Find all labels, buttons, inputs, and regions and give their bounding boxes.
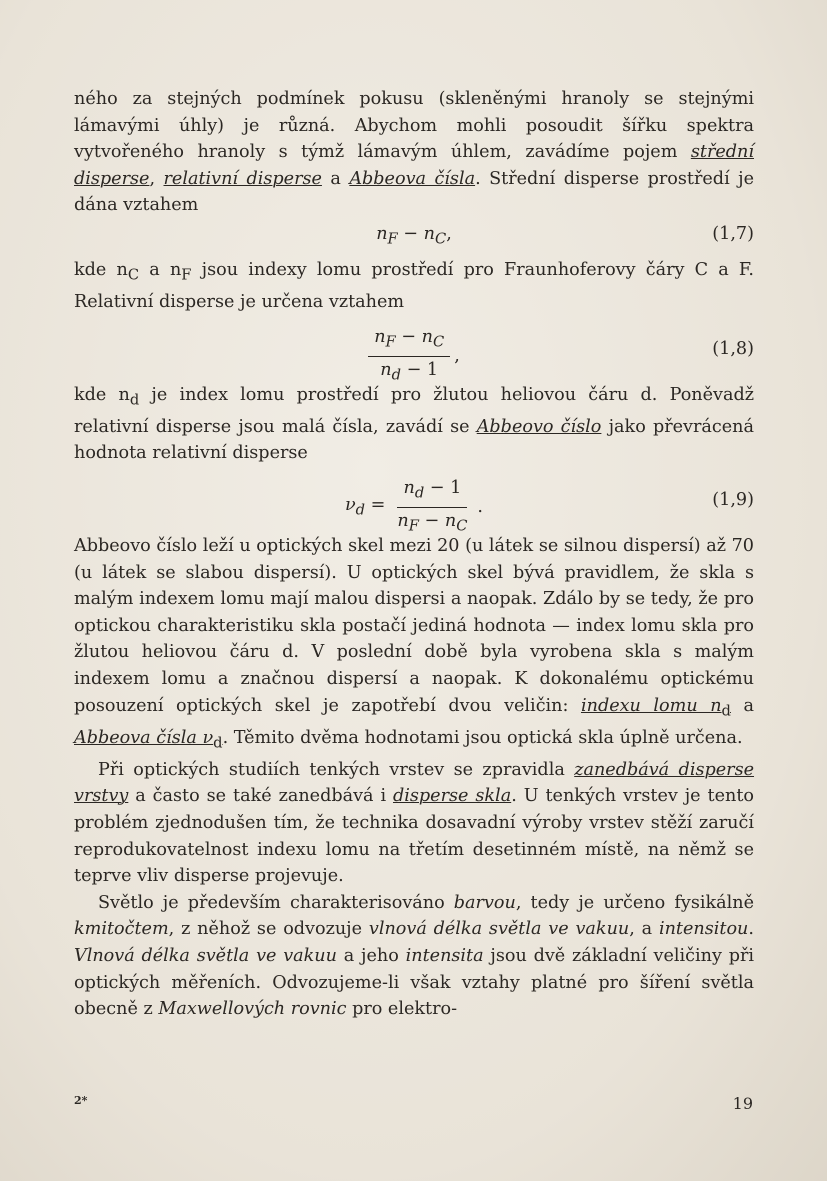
paragraph-3: kde $n_d$ je index lomu prostředí pro žlutou heliovou čáru d. Poněvadž relativní disperse jsou malá čísla, zavádí se Abbeovo číslo jako převrácená hodnota relativní disperse xyxy=(74,384,754,464)
text-run: , xyxy=(149,168,164,189)
equation-number: (1,9) xyxy=(712,489,754,510)
paragraph-5: Při optických studiích tenkých vrstev se zpravidla zanedbává disperse vrstvy a často se také zanedbává i disperse skla. U tenkých vrstev je tento problém zjednodušen tím, že technika dosavadní výroby vrstev stěží zaručí reprodukovatelnost indexu lomu na třetím desetinném místě, na němž se teprve vliv disperse projevuje. xyxy=(74,759,755,887)
fraction: $\frac{n_d - 1}{n_F - n_C}$ xyxy=(391,475,473,540)
page-text xyxy=(74,86,754,1023)
paragraph-4: Abbeovo číslo leží u optických skel mezi 20 (u látek se silnou dispersí) až 70 (u látek se slabou dispersí). U optických skel bývá pravidlem, že skla s malým indexem lomu mají malou dispersi a naopak. Zdálo by se tedy, že pro optickou charakteristiku skla postačí jediná hodnota — index lomu skla pro žlutou heliovou čáru d. V poslední době byla vyrobena skla s malým indexem lomu a značnou dispersí a naopak. K dokonalému optickému posouzení optických skel je zapotřebí dvou veličin: indexu lomu $n_d$ a Abbeova čísla $\nu_d$. Těmito dvěma hodnotami jsou optická skla úplně určena. xyxy=(74,535,754,752)
paragraph-2: kde $n_C$ a $n_F$ jsou indexy lomu prostředí pro Fraunhoferovy čáry C a F. Relativní disperse je určena vztahem xyxy=(74,259,754,313)
term-relativni-disperse: relativní disperse xyxy=(163,168,322,189)
formula-1-9 xyxy=(74,471,754,535)
term-abbeovo-cislo: Abbeovo číslo xyxy=(476,416,602,437)
equation-number: (1,8) xyxy=(712,338,754,359)
formula-body: $n_F - n_C$, xyxy=(376,223,452,248)
equation-number: (1,7) xyxy=(712,223,754,244)
formula-body: $\nu_d$ = $\frac{n_d - 1}{n_F - n_C}$ . xyxy=(74,475,754,540)
fraction: $\frac{n_F - n_C}{n_d - 1}$ xyxy=(368,324,450,389)
formula-body: $\frac{n_F - n_C}{n_d - 1}$ , xyxy=(74,324,754,389)
term-stredni-disperse: střední disperse xyxy=(74,142,754,189)
text-run: . Střední disperse prostředí je dána vztahem xyxy=(74,168,755,216)
page-number: 19 xyxy=(732,1094,753,1113)
term-index-lomu: indexu lomu n xyxy=(580,695,722,716)
paragraph-1 xyxy=(74,86,754,219)
paragraph-6: Světlo je především charakterisováno barvou, tedy je určeno fysikálně kmitočtem, z něhož se odvozuje vlnová délka světla ve vakuu, a intensitou. Vlnová délka světla ve vakuu a jeho intensita jsou dvě základní veličiny při optických měřeních. Odvozujeme-li však vztahy platné pro šíření světla obecně z Maxwellových rovnic pro elektro- xyxy=(74,892,754,1020)
term-abbeova-cisla: Abbeova čísla xyxy=(349,168,476,189)
formula-1-8 xyxy=(74,320,754,384)
term-abbeova-cisla: Abbeova čísla ν xyxy=(74,727,214,748)
text-run: a xyxy=(321,168,350,189)
term-zanedbava-disperse-vrstvy: zanedbává disperse vrstvy xyxy=(74,759,755,807)
formula-1-7 xyxy=(74,221,754,249)
term-disperse-skla: disperse skla xyxy=(393,786,512,807)
signature-mark: 2* xyxy=(74,1094,88,1107)
text-run: ného za stejných podmínek pokusu (skleněnými hranoly se stejnými lámavými úhly) je různá. Abychom mohli posoudit šířku spektra vytvořeného hranoly s týmž lámavým úhlem, zavádíme pojem xyxy=(74,89,754,163)
